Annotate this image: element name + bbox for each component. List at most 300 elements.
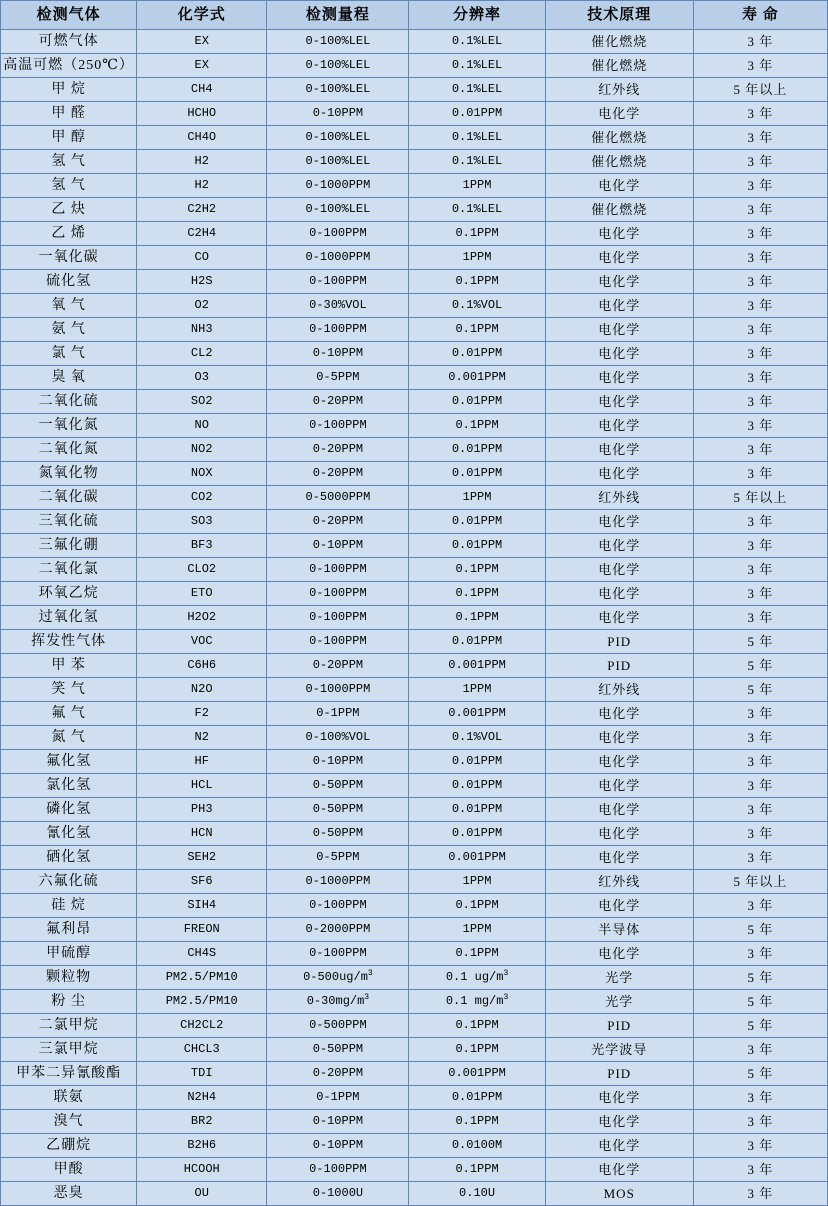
cell-formula: HCL bbox=[137, 774, 267, 798]
cell-range: 0-100%LEL bbox=[267, 150, 409, 174]
cell-gas-name: 溴气 bbox=[1, 1110, 137, 1134]
cell-resolution: 0.1PPM bbox=[409, 582, 545, 606]
cell-range: 0-20PPM bbox=[267, 390, 409, 414]
cell-resolution: 0.10U bbox=[409, 1182, 545, 1206]
cell-lifetime: 3 年 bbox=[693, 510, 827, 534]
cell-gas-name: 一氧化碳 bbox=[1, 246, 137, 270]
table-row bbox=[1, 774, 828, 798]
cell-lifetime: 3 年 bbox=[693, 342, 827, 366]
cell-range: 0-20PPM bbox=[267, 510, 409, 534]
cell-gas-name: 三氧化硫 bbox=[1, 510, 137, 534]
cell-lifetime: 3 年 bbox=[693, 1086, 827, 1110]
cell-formula: H2S bbox=[137, 270, 267, 294]
cell-technology: PID bbox=[545, 1062, 693, 1086]
cell-technology: 电化学 bbox=[545, 390, 693, 414]
cell-lifetime: 3 年 bbox=[693, 606, 827, 630]
cell-resolution: 0.1PPM bbox=[409, 414, 545, 438]
cell-gas-name: 环氧乙烷 bbox=[1, 582, 137, 606]
table-row bbox=[1, 678, 828, 702]
cell-formula: SEH2 bbox=[137, 846, 267, 870]
cell-gas-name: 氮氧化物 bbox=[1, 462, 137, 486]
cell-resolution: 0.1 $ug/m^3$ bbox=[409, 966, 545, 990]
cell-lifetime: 3 年 bbox=[693, 774, 827, 798]
cell-range: 0-50PPM bbox=[267, 774, 409, 798]
cell-resolution: 0.01PPM bbox=[409, 438, 545, 462]
cell-gas-name: 氰化氢 bbox=[1, 822, 137, 846]
cell-range: 0-50PPM bbox=[267, 822, 409, 846]
cell-lifetime: 3 年 bbox=[693, 438, 827, 462]
cell-lifetime: 5 年以上 bbox=[693, 486, 827, 510]
cell-lifetime: 5 年 bbox=[693, 966, 827, 990]
cell-technology: 电化学 bbox=[545, 822, 693, 846]
cell-formula: CO bbox=[137, 246, 267, 270]
table-row bbox=[1, 990, 828, 1014]
cell-lifetime: 5 年以上 bbox=[693, 870, 827, 894]
cell-gas-name: 硅 烷 bbox=[1, 894, 137, 918]
cell-gas-name: 乙硼烷 bbox=[1, 1134, 137, 1158]
table-row bbox=[1, 1182, 828, 1206]
cell-technology: 光学 bbox=[545, 966, 693, 990]
cell-technology: 电化学 bbox=[545, 246, 693, 270]
cell-resolution: 0.001PPM bbox=[409, 1062, 545, 1086]
cell-formula: NH3 bbox=[137, 318, 267, 342]
cell-range: 0-100PPM bbox=[267, 414, 409, 438]
cell-formula: BR2 bbox=[137, 1110, 267, 1134]
cell-formula: SO3 bbox=[137, 510, 267, 534]
cell-technology: PID bbox=[545, 654, 693, 678]
table-row bbox=[1, 750, 828, 774]
table-row bbox=[1, 126, 828, 150]
cell-resolution: 0.001PPM bbox=[409, 654, 545, 678]
cell-range: 0-100%LEL bbox=[267, 30, 409, 54]
cell-range: 0-100PPM bbox=[267, 558, 409, 582]
cell-resolution: 1PPM bbox=[409, 678, 545, 702]
cell-gas-name: 三氯甲烷 bbox=[1, 1038, 137, 1062]
cell-lifetime: 5 年 bbox=[693, 1062, 827, 1086]
cell-range: 0-100%LEL bbox=[267, 78, 409, 102]
cell-formula: EX bbox=[137, 30, 267, 54]
cell-range: 0-5PPM bbox=[267, 366, 409, 390]
cell-lifetime: 3 年 bbox=[693, 174, 827, 198]
table-row bbox=[1, 942, 828, 966]
cell-lifetime: 5 年 bbox=[693, 990, 827, 1014]
cell-resolution: 0.01PPM bbox=[409, 798, 545, 822]
cell-resolution: 0.0100M bbox=[409, 1134, 545, 1158]
column-header-resolution: 分辨率 bbox=[409, 1, 545, 30]
cell-technology: 电化学 bbox=[545, 702, 693, 726]
cell-gas-name: 联氨 bbox=[1, 1086, 137, 1110]
table-row bbox=[1, 342, 828, 366]
cell-gas-name: 过氧化氢 bbox=[1, 606, 137, 630]
cell-gas-name: 甲 醇 bbox=[1, 126, 137, 150]
cell-range: 0-50PPM bbox=[267, 798, 409, 822]
cell-gas-name: 氟 气 bbox=[1, 702, 137, 726]
table-row bbox=[1, 894, 828, 918]
table-row bbox=[1, 606, 828, 630]
cell-technology: MOS bbox=[545, 1182, 693, 1206]
cell-resolution: 0.001PPM bbox=[409, 846, 545, 870]
cell-lifetime: 5 年以上 bbox=[693, 78, 827, 102]
cell-formula: SO2 bbox=[137, 390, 267, 414]
table-row bbox=[1, 294, 828, 318]
cell-formula: H2 bbox=[137, 174, 267, 198]
cell-range: 0-100%LEL bbox=[267, 54, 409, 78]
cell-range: 0-10PPM bbox=[267, 342, 409, 366]
cell-gas-name: 恶臭 bbox=[1, 1182, 137, 1206]
cell-formula: CL2 bbox=[137, 342, 267, 366]
table-row bbox=[1, 198, 828, 222]
cell-formula: FREON bbox=[137, 918, 267, 942]
cell-resolution: 0.01PPM bbox=[409, 390, 545, 414]
cell-technology: 电化学 bbox=[545, 462, 693, 486]
cell-technology: 催化燃烧 bbox=[545, 54, 693, 78]
cell-lifetime: 3 年 bbox=[693, 222, 827, 246]
cell-formula: CHCL3 bbox=[137, 1038, 267, 1062]
cell-gas-name: 二氧化氯 bbox=[1, 558, 137, 582]
cell-range: 0-100PPM bbox=[267, 318, 409, 342]
cell-resolution: 0.01PPM bbox=[409, 1086, 545, 1110]
cell-formula: CH2CL2 bbox=[137, 1014, 267, 1038]
cell-technology: 催化燃烧 bbox=[545, 150, 693, 174]
cell-technology: 电化学 bbox=[545, 774, 693, 798]
cell-range: 0-5000PPM bbox=[267, 486, 409, 510]
cell-gas-name: 甲 醛 bbox=[1, 102, 137, 126]
cell-technology: 电化学 bbox=[545, 1110, 693, 1134]
cell-lifetime: 3 年 bbox=[693, 54, 827, 78]
cell-technology: 电化学 bbox=[545, 1158, 693, 1182]
cell-resolution: 0.01PPM bbox=[409, 342, 545, 366]
cell-formula: HF bbox=[137, 750, 267, 774]
cell-range: 0-10PPM bbox=[267, 534, 409, 558]
cell-lifetime: 3 年 bbox=[693, 366, 827, 390]
cell-gas-name: 三氟化硼 bbox=[1, 534, 137, 558]
cell-range: 0-1000PPM bbox=[267, 246, 409, 270]
cell-technology: 红外线 bbox=[545, 678, 693, 702]
cell-lifetime: 3 年 bbox=[693, 534, 827, 558]
table-row bbox=[1, 1014, 828, 1038]
cell-range: 0-20PPM bbox=[267, 462, 409, 486]
table-row bbox=[1, 30, 828, 54]
cell-technology: 电化学 bbox=[545, 438, 693, 462]
cell-technology: 催化燃烧 bbox=[545, 126, 693, 150]
cell-gas-name: 甲 烷 bbox=[1, 78, 137, 102]
cell-range: 0-100%LEL bbox=[267, 126, 409, 150]
cell-formula: CH4O bbox=[137, 126, 267, 150]
cell-resolution: 0.1PPM bbox=[409, 1110, 545, 1134]
cell-gas-name: 一氧化氮 bbox=[1, 414, 137, 438]
cell-range: 0-30%VOL bbox=[267, 294, 409, 318]
cell-gas-name: 二氯甲烷 bbox=[1, 1014, 137, 1038]
cell-range: 0-100%LEL bbox=[267, 198, 409, 222]
cell-formula: HCOOH bbox=[137, 1158, 267, 1182]
cell-formula: O3 bbox=[137, 366, 267, 390]
cell-gas-name: 氟利昂 bbox=[1, 918, 137, 942]
cell-lifetime: 3 年 bbox=[693, 1158, 827, 1182]
table-row bbox=[1, 438, 828, 462]
cell-resolution: 0.01PPM bbox=[409, 750, 545, 774]
cell-technology: 半导体 bbox=[545, 918, 693, 942]
cell-resolution: 0.1 $mg/m^3$ bbox=[409, 990, 545, 1014]
cell-range: 0-1PPM bbox=[267, 702, 409, 726]
cell-formula: TDI bbox=[137, 1062, 267, 1086]
cell-gas-name: 笑 气 bbox=[1, 678, 137, 702]
cell-resolution: 1PPM bbox=[409, 870, 545, 894]
cell-formula: N2O bbox=[137, 678, 267, 702]
cell-gas-name: 氨 气 bbox=[1, 318, 137, 342]
table-row bbox=[1, 726, 828, 750]
table-row bbox=[1, 870, 828, 894]
table-row bbox=[1, 558, 828, 582]
table-row bbox=[1, 582, 828, 606]
table-row bbox=[1, 846, 828, 870]
cell-gas-name: 氯 气 bbox=[1, 342, 137, 366]
cell-gas-name: 粉 尘 bbox=[1, 990, 137, 1014]
table-row bbox=[1, 390, 828, 414]
cell-technology: 电化学 bbox=[545, 294, 693, 318]
table-row bbox=[1, 318, 828, 342]
cell-technology: 电化学 bbox=[545, 174, 693, 198]
table-row bbox=[1, 918, 828, 942]
column-header-technology: 技术原理 bbox=[545, 1, 693, 30]
cell-gas-name: 磷化氢 bbox=[1, 798, 137, 822]
cell-range: 0-10PPM bbox=[267, 1134, 409, 1158]
cell-resolution: 0.1PPM bbox=[409, 1038, 545, 1062]
table-row bbox=[1, 174, 828, 198]
cell-resolution: 0.01PPM bbox=[409, 774, 545, 798]
cell-range: 0-20PPM bbox=[267, 654, 409, 678]
cell-range: 0-100PPM bbox=[267, 270, 409, 294]
cell-resolution: 0.1%LEL bbox=[409, 198, 545, 222]
cell-range: 0-500PPM bbox=[267, 1014, 409, 1038]
cell-technology: 电化学 bbox=[545, 102, 693, 126]
cell-formula: C2H4 bbox=[137, 222, 267, 246]
table-row bbox=[1, 150, 828, 174]
cell-lifetime: 3 年 bbox=[693, 942, 827, 966]
cell-formula: B2H6 bbox=[137, 1134, 267, 1158]
cell-technology: 电化学 bbox=[545, 942, 693, 966]
cell-technology: 电化学 bbox=[545, 222, 693, 246]
table-row bbox=[1, 822, 828, 846]
cell-technology: 电化学 bbox=[545, 1134, 693, 1158]
cell-gas-name: 可燃气体 bbox=[1, 30, 137, 54]
cell-gas-name: 六氟化硫 bbox=[1, 870, 137, 894]
table-row bbox=[1, 462, 828, 486]
cell-lifetime: 5 年 bbox=[693, 1014, 827, 1038]
table-body bbox=[1, 30, 828, 1206]
table-row bbox=[1, 1110, 828, 1134]
column-header-gas: 检测气体 bbox=[1, 1, 137, 30]
cell-range: 0-20PPM bbox=[267, 438, 409, 462]
cell-resolution: 0.1%LEL bbox=[409, 30, 545, 54]
table-row bbox=[1, 966, 828, 990]
cell-formula: N2H4 bbox=[137, 1086, 267, 1110]
cell-resolution: 0.1PPM bbox=[409, 222, 545, 246]
table-row bbox=[1, 510, 828, 534]
cell-formula: N2 bbox=[137, 726, 267, 750]
cell-range: 0-100PPM bbox=[267, 894, 409, 918]
cell-formula: C2H2 bbox=[137, 198, 267, 222]
cell-lifetime: 5 年 bbox=[693, 918, 827, 942]
cell-lifetime: 3 年 bbox=[693, 702, 827, 726]
cell-range: 0-1000U bbox=[267, 1182, 409, 1206]
table-row bbox=[1, 102, 828, 126]
cell-formula: PM2.5/PM10 bbox=[137, 966, 267, 990]
cell-lifetime: 3 年 bbox=[693, 750, 827, 774]
cell-resolution: 1PPM bbox=[409, 174, 545, 198]
cell-gas-name: 乙 烯 bbox=[1, 222, 137, 246]
cell-lifetime: 3 年 bbox=[693, 318, 827, 342]
table-row bbox=[1, 246, 828, 270]
table-header-row bbox=[1, 1, 828, 30]
cell-resolution: 1PPM bbox=[409, 246, 545, 270]
cell-formula: NO bbox=[137, 414, 267, 438]
cell-formula: HCHO bbox=[137, 102, 267, 126]
cell-range: 0-100PPM bbox=[267, 1158, 409, 1182]
cell-lifetime: 3 年 bbox=[693, 798, 827, 822]
table-row bbox=[1, 414, 828, 438]
table-row bbox=[1, 54, 828, 78]
cell-resolution: 0.1PPM bbox=[409, 270, 545, 294]
cell-resolution: 0.01PPM bbox=[409, 534, 545, 558]
cell-technology: 电化学 bbox=[545, 318, 693, 342]
cell-technology: 电化学 bbox=[545, 1086, 693, 1110]
table-row bbox=[1, 654, 828, 678]
column-header-range: 检测量程 bbox=[267, 1, 409, 30]
cell-technology: 电化学 bbox=[545, 894, 693, 918]
cell-gas-name: 甲酸 bbox=[1, 1158, 137, 1182]
cell-resolution: 0.01PPM bbox=[409, 102, 545, 126]
cell-gas-name: 甲硫醇 bbox=[1, 942, 137, 966]
cell-formula: CH4S bbox=[137, 942, 267, 966]
cell-lifetime: 3 年 bbox=[693, 294, 827, 318]
cell-resolution: 0.1PPM bbox=[409, 894, 545, 918]
cell-formula: PH3 bbox=[137, 798, 267, 822]
cell-technology: 电化学 bbox=[545, 366, 693, 390]
cell-lifetime: 3 年 bbox=[693, 30, 827, 54]
cell-formula: F2 bbox=[137, 702, 267, 726]
cell-formula: CLO2 bbox=[137, 558, 267, 582]
cell-lifetime: 3 年 bbox=[693, 1134, 827, 1158]
cell-resolution: 0.001PPM bbox=[409, 366, 545, 390]
cell-range: 0-50PPM bbox=[267, 1038, 409, 1062]
cell-formula: HCN bbox=[137, 822, 267, 846]
cell-formula: H2 bbox=[137, 150, 267, 174]
table-row bbox=[1, 1134, 828, 1158]
cell-gas-name: 甲 苯 bbox=[1, 654, 137, 678]
cell-formula: SIH4 bbox=[137, 894, 267, 918]
cell-gas-name: 二氧化碳 bbox=[1, 486, 137, 510]
cell-formula: BF3 bbox=[137, 534, 267, 558]
cell-formula: SF6 bbox=[137, 870, 267, 894]
cell-resolution: 0.1%LEL bbox=[409, 54, 545, 78]
cell-lifetime: 3 年 bbox=[693, 126, 827, 150]
table-row bbox=[1, 1038, 828, 1062]
cell-resolution: 0.1%VOL bbox=[409, 294, 545, 318]
cell-gas-name: 二氧化硫 bbox=[1, 390, 137, 414]
cell-range: 0-1000PPM bbox=[267, 174, 409, 198]
cell-range: $0-500ug/m^3$ bbox=[267, 966, 409, 990]
cell-lifetime: 3 年 bbox=[693, 822, 827, 846]
cell-gas-name: 硫化氢 bbox=[1, 270, 137, 294]
table-row bbox=[1, 798, 828, 822]
cell-lifetime: 3 年 bbox=[693, 102, 827, 126]
cell-range: 0-100PPM bbox=[267, 942, 409, 966]
cell-range: 0-2000PPM bbox=[267, 918, 409, 942]
cell-gas-name: 甲苯二异氰酸酯 bbox=[1, 1062, 137, 1086]
cell-range: 0-100PPM bbox=[267, 222, 409, 246]
column-header-lifetime: 寿 命 bbox=[693, 1, 827, 30]
cell-lifetime: 3 年 bbox=[693, 150, 827, 174]
cell-gas-name: 高温可燃（250℃） bbox=[1, 54, 137, 78]
cell-formula: O2 bbox=[137, 294, 267, 318]
cell-resolution: 0.1%LEL bbox=[409, 126, 545, 150]
cell-gas-name: 挥发性气体 bbox=[1, 630, 137, 654]
cell-range: 0-5PPM bbox=[267, 846, 409, 870]
cell-lifetime: 3 年 bbox=[693, 1182, 827, 1206]
table-row bbox=[1, 78, 828, 102]
cell-gas-name: 颗粒物 bbox=[1, 966, 137, 990]
cell-resolution: 0.1PPM bbox=[409, 1158, 545, 1182]
cell-lifetime: 3 年 bbox=[693, 558, 827, 582]
cell-range: 0-100PPM bbox=[267, 582, 409, 606]
cell-technology: 电化学 bbox=[545, 558, 693, 582]
cell-range: 0-1000PPM bbox=[267, 870, 409, 894]
cell-range: 0-100PPM bbox=[267, 606, 409, 630]
cell-range: 0-100PPM bbox=[267, 630, 409, 654]
table-row bbox=[1, 702, 828, 726]
cell-gas-name: 氧 气 bbox=[1, 294, 137, 318]
cell-range: 0-1PPM bbox=[267, 1086, 409, 1110]
cell-range: 0-20PPM bbox=[267, 1062, 409, 1086]
cell-resolution: 0.1PPM bbox=[409, 942, 545, 966]
cell-technology: 催化燃烧 bbox=[545, 198, 693, 222]
cell-gas-name: 氮 气 bbox=[1, 726, 137, 750]
cell-lifetime: 5 年 bbox=[693, 630, 827, 654]
cell-resolution: 0.1%LEL bbox=[409, 78, 545, 102]
cell-technology: 电化学 bbox=[545, 798, 693, 822]
cell-gas-name: 氢 气 bbox=[1, 174, 137, 198]
cell-technology: 电化学 bbox=[545, 726, 693, 750]
cell-technology: 电化学 bbox=[545, 750, 693, 774]
cell-lifetime: 3 年 bbox=[693, 390, 827, 414]
cell-technology: 红外线 bbox=[545, 486, 693, 510]
cell-gas-name: 氯化氢 bbox=[1, 774, 137, 798]
cell-range: 0-10PPM bbox=[267, 750, 409, 774]
cell-range: $0-30mg/m^3$ bbox=[267, 990, 409, 1014]
cell-resolution: 0.1PPM bbox=[409, 1014, 545, 1038]
cell-technology: 电化学 bbox=[545, 606, 693, 630]
cell-lifetime: 3 年 bbox=[693, 198, 827, 222]
cell-resolution: 0.01PPM bbox=[409, 462, 545, 486]
cell-formula: CO2 bbox=[137, 486, 267, 510]
cell-technology: 电化学 bbox=[545, 534, 693, 558]
cell-resolution: 0.1PPM bbox=[409, 318, 545, 342]
cell-formula: VOC bbox=[137, 630, 267, 654]
cell-technology: 电化学 bbox=[545, 582, 693, 606]
table-row bbox=[1, 222, 828, 246]
cell-resolution: 0.01PPM bbox=[409, 822, 545, 846]
cell-technology: PID bbox=[545, 630, 693, 654]
cell-resolution: 0.1%VOL bbox=[409, 726, 545, 750]
cell-technology: 光学 bbox=[545, 990, 693, 1014]
cell-resolution: 1PPM bbox=[409, 918, 545, 942]
cell-range: 0-100%VOL bbox=[267, 726, 409, 750]
cell-range: 0-1000PPM bbox=[267, 678, 409, 702]
cell-gas-name: 氢 气 bbox=[1, 150, 137, 174]
cell-range: 0-10PPM bbox=[267, 1110, 409, 1134]
cell-formula: ETO bbox=[137, 582, 267, 606]
cell-lifetime: 3 年 bbox=[693, 246, 827, 270]
